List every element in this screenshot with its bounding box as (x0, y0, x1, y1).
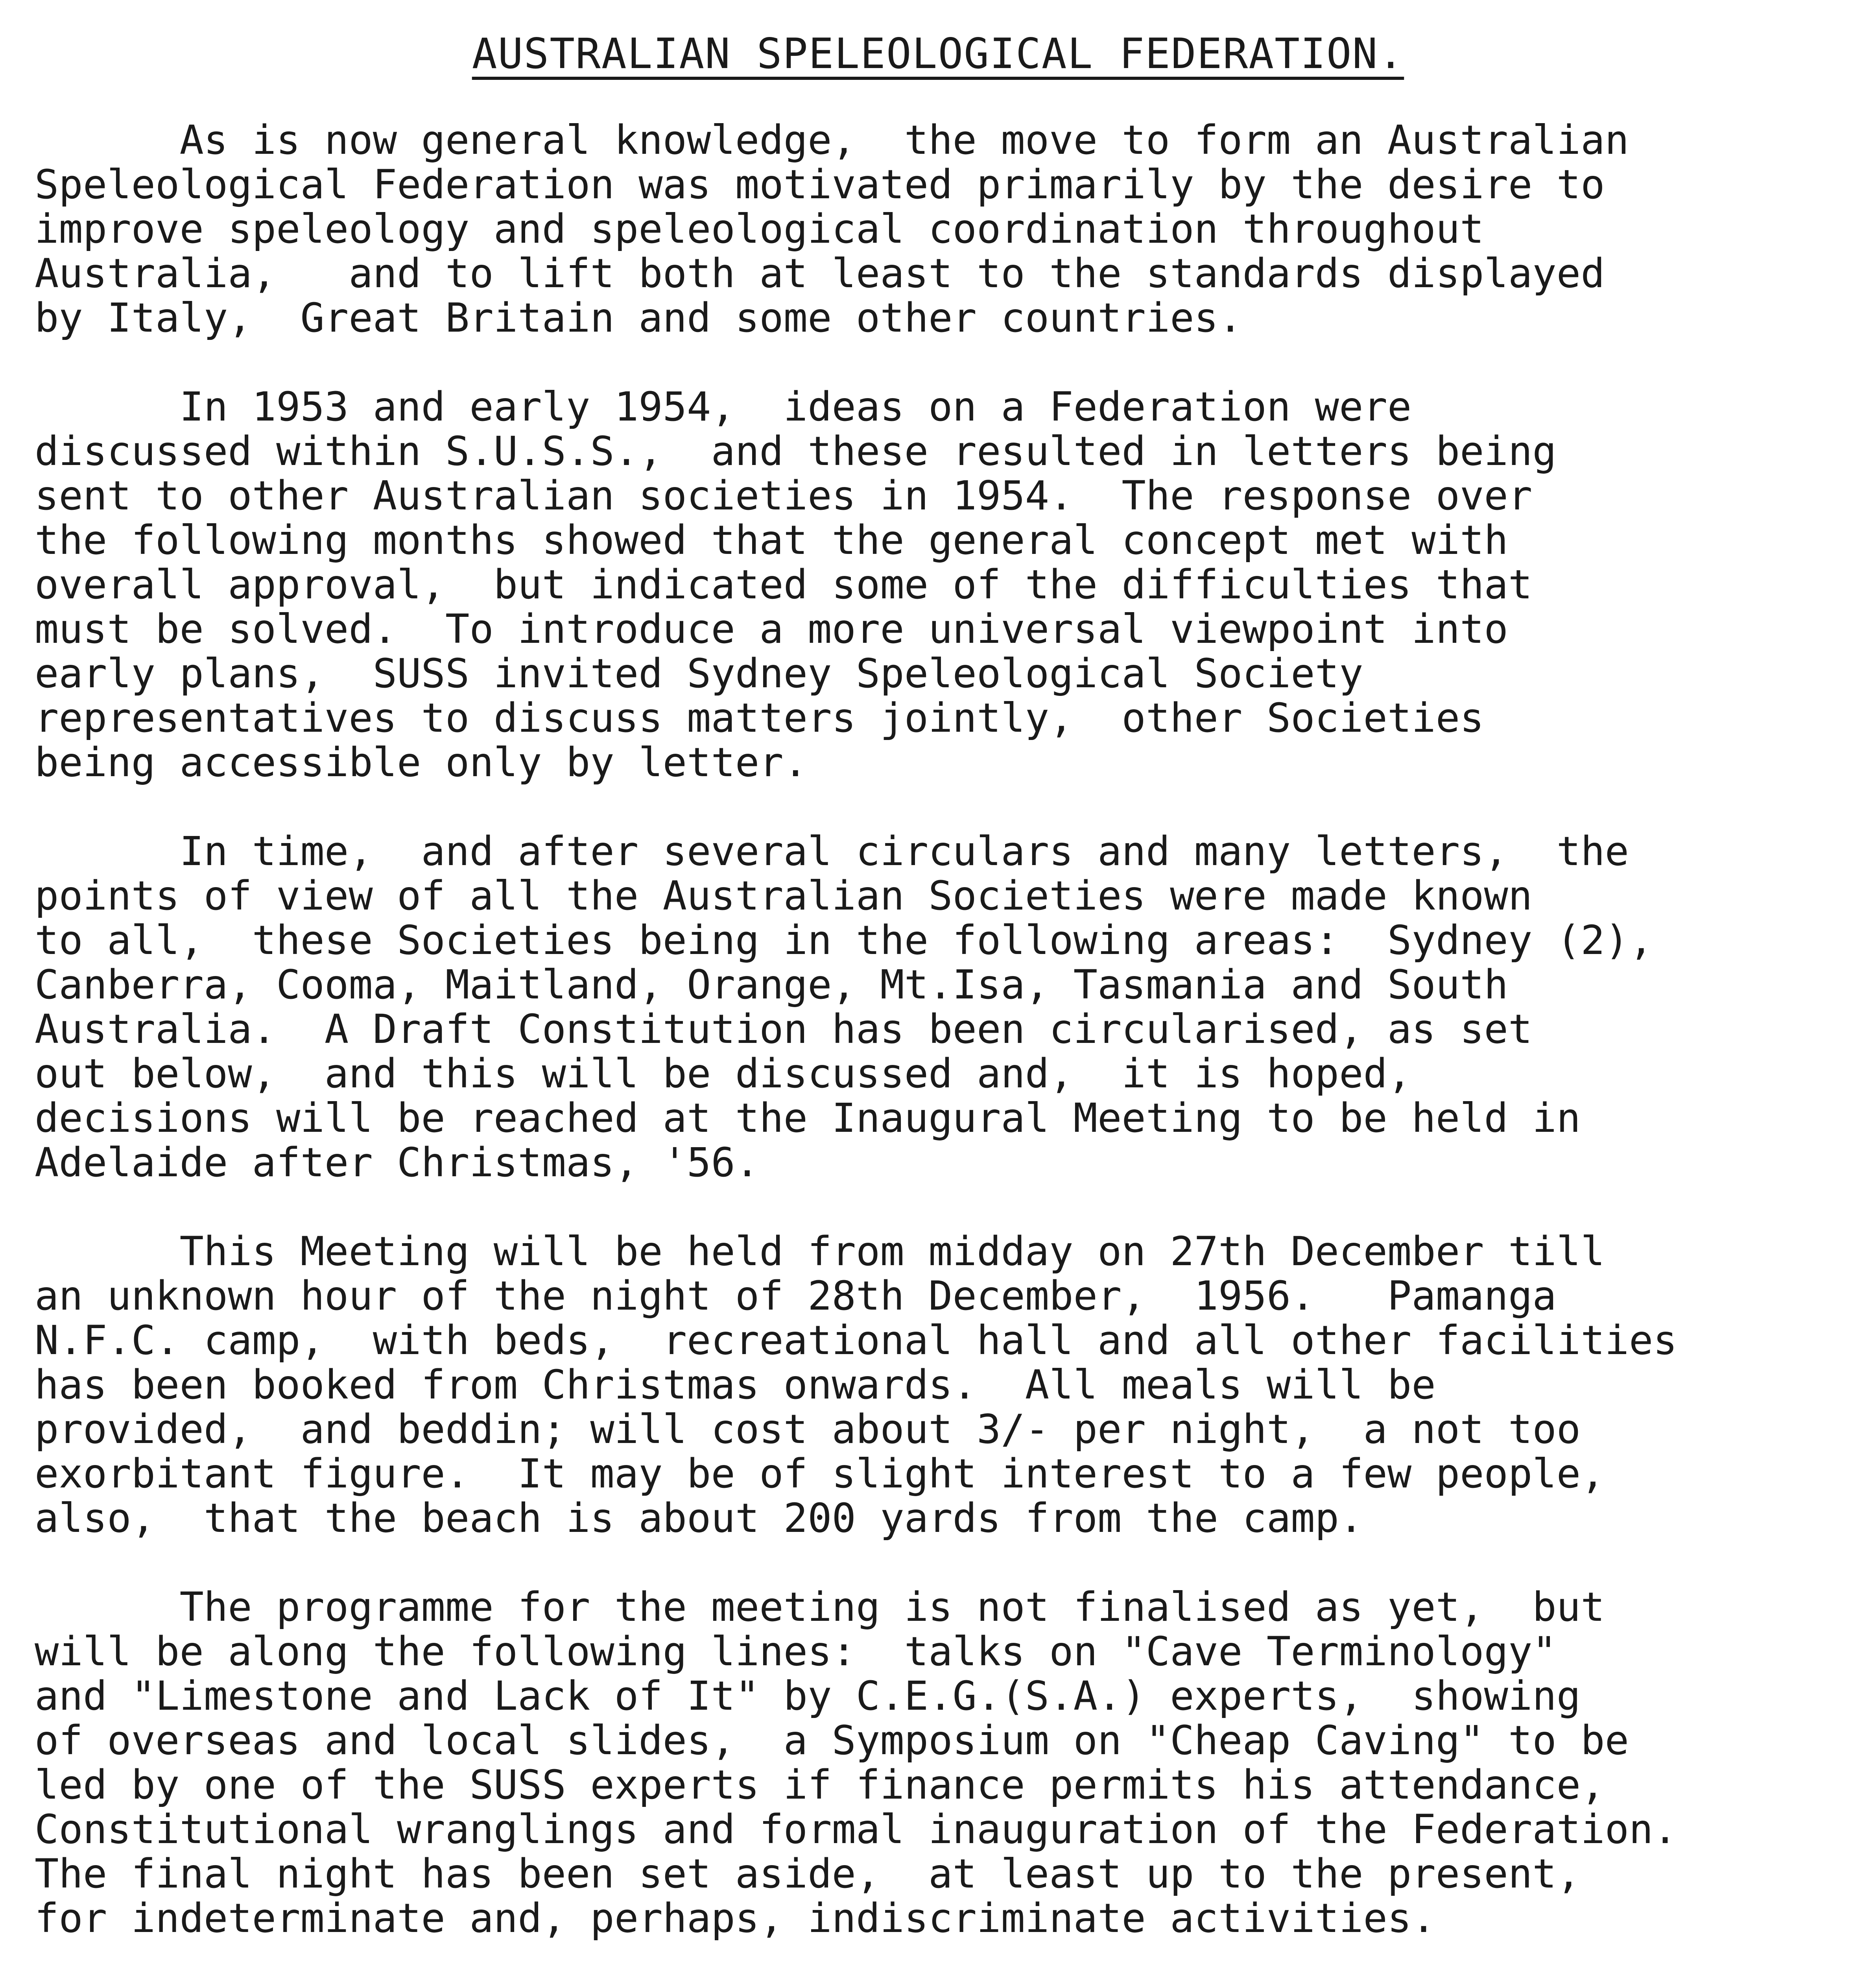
document-body (35, 118, 1852, 1967)
paragraph-meeting-details: This Meeting will be held from midday on 27th December till an unknown hour of the night of 28th December, 1956. Pamanga N.F.C. camp, with beds, recreational hall and all other facilities has been booked from Christmas onwards. All meals will be provided, and beddin; will cost about 3/- per night, a not too exorbitant figure. It may be of slight interest to a few people, also, that the beach is about 200 yards from the camp. (35, 1228, 1677, 1542)
paragraph-federation-motivation: As is now general knowledge, the move to form an Australian Speleological Federation was motivated primarily by the desire to improve speleology and speleological coordination throughout Australia, and to lift both at least to the standards displayed by Italy, Great Britain and some other countries. (35, 117, 1629, 341)
paragraph-history: In 1953 and early 1954, ideas on a Federation were discussed within S.U.S.S., and these resulted in letters being sent to other Australian societies in 1954. The response over the following months showed that the general concept met with overall approval, but indicated some of the difficulties that must be solved. To introduce a more universal viewpoint into early plans, SUSS invited Sydney Speleological Society representatives to discuss matters jointly, other Societies being accessible only by letter. (35, 384, 1557, 786)
paragraph-programme: The programme for the meeting is not finalised as yet, but will be along the following lines: talks on "Cave Terminology" and "Limestone and Lack of It" by C.E.G.(S.A.) experts, showing of overseas and local slides, a Symposium on "Cheap Caving" to be led by one of the SUSS experts if finance permits his attendance, Constitutional wranglings and formal inauguration of the Federation. The final night has been set aside, at least up to the present, for indeterminate and, perhaps, indiscriminate activities. (35, 1584, 1677, 1942)
document-title: AUSTRALIAN SPELEOLOGICAL FEDERATION. (472, 30, 1404, 78)
paragraph-societies-and-constitution: In time, and after several circulars and many letters, the points of view of all the Australian Societies were made known to all, these Societies being in the following areas: Sydney (2), Canberra, Cooma, Maitland, Orange, Mt.Isa, Tasmania and South Australia. A Draft Constitution has been circularised, as set out below, and this will be discussed and, it is hoped, decisions will be reached at the Inaugural Meeting to be held in Adelaide after Christmas, '56. (35, 828, 1653, 1186)
